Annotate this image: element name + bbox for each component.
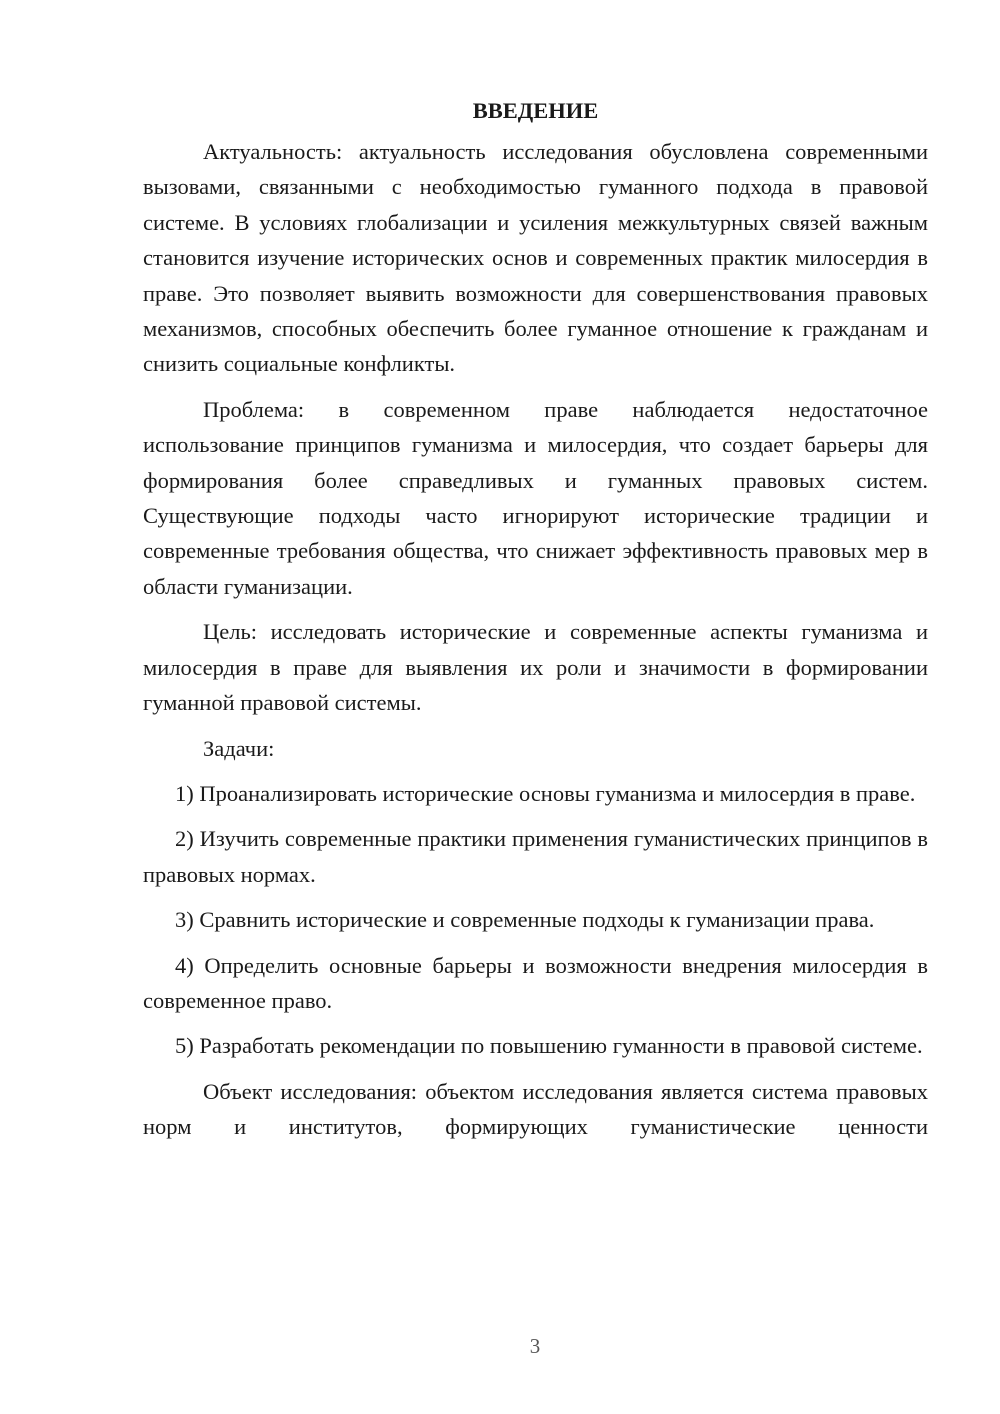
page-content <box>143 96 928 1145</box>
task-item-5: 5) Разработать рекомендации по повышению гуманности в правовой системе. <box>175 1033 923 1059</box>
task-item-4: 4) Определить основные барьеры и возможности внедрения милосердия в современное право. <box>143 952 928 1013</box>
paragraph-problem: Проблема: в современном праве наблюдается недостаточное использование принципов гуманизма и милосердия, что создает барьеры для формирования более справедливых и гуманных правовых систем. Существующие подходы часто игнорируют исторические традиции и современные требования общества, что снижает эффективность правовых мер в области гуманизации. <box>143 396 928 599</box>
task-item-3: 3) Сравнить исторические и современные подходы к гуманизации права. <box>175 907 875 933</box>
tasks-label: Задачи: <box>203 735 275 761</box>
section-heading: ВВЕДЕНИЕ <box>472 98 599 123</box>
task-item-2: 2) Изучить современные практики применения гуманистических принципов в правовых нормах. <box>143 826 928 887</box>
page-number: 3 <box>529 1334 541 1358</box>
task-item-1: 1) Проанализировать исторические основы гуманизма и милосердия в праве. <box>175 780 916 806</box>
paragraph-relevance: Актуальность: актуальность исследования обусловлена современными вызовами, связанными с необходимостью гуманного подхода в правовой системе. В условиях глобализации и усиления межкультурных связей важным становится изучение исторических основ и современных практик милосердия в праве. Это позволяет выявить возможности для совершенствования правовых механизмов, способных обеспечить более гуманное отношение к гражданам и снизить социальные конфликты. <box>143 139 928 377</box>
paragraph-goal: Цель: исследовать исторические и современные аспекты гуманизма и милосердия в праве для выявления их роли и значимости в формировании гуманной правовой системы. <box>143 619 928 716</box>
paragraph-object: Объект исследования: объектом исследования является система правовых норм и институтов, формирующих гуманистические ценности <box>143 1078 928 1140</box>
